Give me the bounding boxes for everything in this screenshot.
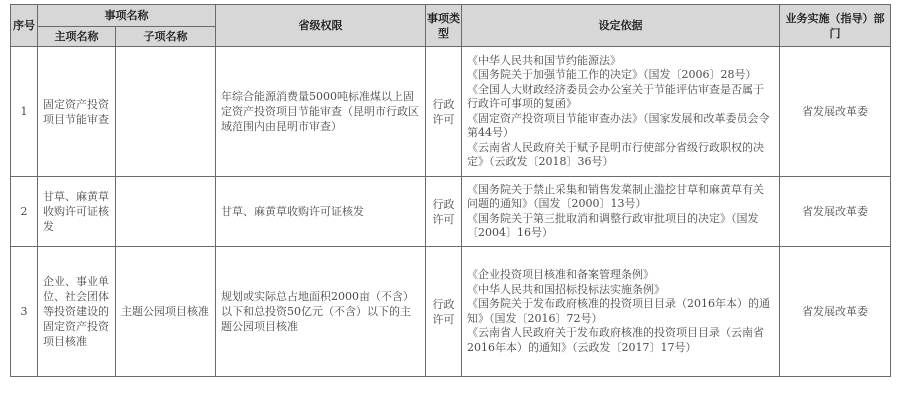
- row-authority: 甘草、麻黄草收购许可证核发: [216, 177, 426, 247]
- row-sub-item: [116, 47, 216, 177]
- basis-entry: 《云南省人民政府关于发布政府核准的投资项目目录（云南省2016年本）的通知》（云政发〔2017〕17号）: [467, 326, 764, 354]
- basis-entry: 《全国人大财政经济委员会办公室关于节能评估审查是否属于行政许可事项的复函》: [467, 82, 764, 110]
- header-seq: 序号: [11, 5, 38, 47]
- header-basis: 设定依据: [462, 5, 780, 47]
- basis-entry: 《国务院关于发布政府核准的投资项目目录（2016年本）的通知》（国发〔2016〕72号）: [467, 297, 770, 325]
- header-sub-item: 子项名称: [116, 27, 216, 47]
- row-seq: 1: [11, 47, 38, 177]
- header-authority: 省级权限: [216, 5, 426, 47]
- row-item-type: 行政许可: [426, 47, 462, 177]
- row-basis: [462, 47, 780, 177]
- header-item-type: 事项类型: [426, 5, 462, 47]
- row-main-item: 固定资产投资项目节能审查: [38, 47, 116, 177]
- row-seq: 2: [11, 177, 38, 247]
- basis-entry: 《国务院关于加强节能工作的决定》（国发〔2006〕28号）: [467, 68, 757, 81]
- basis-entry: 《中华人民共和国节约能源法》: [467, 53, 621, 67]
- table-row: [11, 177, 891, 247]
- approval-items-table: [10, 4, 891, 377]
- basis-entry: 《国务院关于第三批取消和调整行政审批项目的决定》（国发〔2004〕16号）: [467, 211, 759, 239]
- row-authority: 规划或实际总占地面积2000亩（不含）以下和总投资50亿元（不含）以下的主题公园项目核准: [216, 247, 426, 377]
- row-sub-item: [116, 177, 216, 247]
- row-authority: 年综合能源消费量5000吨标准煤以上固定资产投资项目节能审查（昆明市行政区域范围内由昆明市审查）: [216, 47, 426, 177]
- row-dept: 省发展改革委: [780, 247, 891, 377]
- row-basis: [462, 177, 780, 247]
- basis-entry: 《中华人民共和国招标投标法实施条例》: [467, 282, 665, 296]
- header-main-item: 主项名称: [38, 27, 116, 47]
- basis-entry: 《企业投资项目核准和备案管理条例》: [467, 268, 654, 281]
- basis-entry: 《固定资产投资项目节能审查办法》（国家发展和改革委员会令第44号）: [467, 111, 770, 139]
- row-basis: [462, 247, 780, 377]
- row-seq: 3: [11, 247, 38, 377]
- table-row: [11, 47, 891, 177]
- row-sub-item: 主题公园项目核准: [116, 247, 216, 377]
- row-item-type: 行政许可: [426, 247, 462, 377]
- basis-entry: 《云南省人民政府关于赋予昆明市行使部分省级行政职权的决定》（云政发〔2018〕36号）: [467, 140, 764, 168]
- row-main-item: 企业、事业单位、社会团体等投资建设的固定资产投资项目核准: [38, 247, 116, 377]
- row-dept: 省发展改革委: [780, 177, 891, 247]
- basis-entry: 《国务院关于禁止采集和销售发菜制止滥挖甘草和麻黄草有关问题的通知》（国发〔2000〕13号）: [467, 182, 764, 210]
- row-dept: 省发展改革委: [780, 47, 891, 177]
- header-item-name: 事项名称: [38, 5, 216, 27]
- table-row: [11, 247, 891, 377]
- header-dept: 业务实施（指导）部门: [780, 5, 891, 47]
- row-main-item: 甘草、麻黄草收购许可证核发: [38, 177, 116, 247]
- row-item-type: 行政许可: [426, 177, 462, 247]
